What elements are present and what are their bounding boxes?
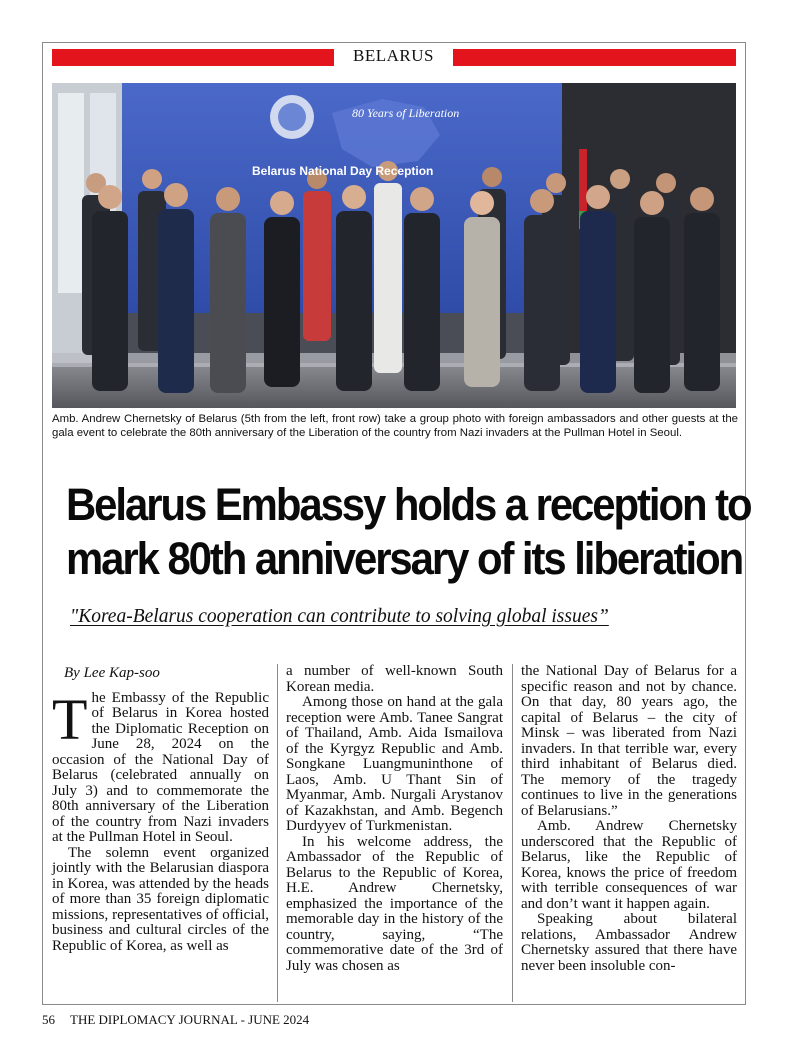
article-column-2 [286, 664, 503, 974]
deck-subtitle: "Korea-Belarus cooperation can contribute to solving global issues” [70, 606, 609, 627]
headline-line-2: mark 80th anniversary of its liberation [66, 533, 743, 584]
section-band-right [453, 49, 736, 66]
article-paragraph: a number of well-known South Korean media. [286, 663, 503, 695]
byline: By Lee Kap-soo [64, 665, 160, 681]
drop-cap: T [52, 686, 88, 752]
column-divider [512, 664, 513, 1002]
photo-caption: Amb. Andrew Chernetsky of Belarus (5th from the left, front row) take a group photo with foreign ambassadors and other guests at the gala event to celebrate the 80th anniversary of the Liberation of the country from Nazi invaders at the Pullman Hotel in Seoul. [52, 413, 738, 439]
group-photo [52, 83, 736, 408]
article-paragraph: In his welcome address, the Ambassador of the Republic of Belarus to the Republic of Korea, H.E. Andrew Chernetsky, emphasized the importance of the memorable day in the history of the country, saying, “The commemorative date of the 3rd of July was chosen as [286, 833, 503, 974]
headline [66, 478, 751, 586]
article-column-3 [521, 664, 737, 974]
article-paragraph: Among those on hand at the gala reception were Amb. Tanee Sangrat of Thailand, Amb. Aida Ismailova of the Kyrgyz Republic and Amb. Songkane Luangmuninthone of Laos, Amb. U Thant Sin of Myanmar, Amb. Nurgali Arystanov of Kazakhstan, and Amb. Begench Durdyyev of Turkmenistan. [286, 694, 503, 834]
article-paragraph: the National Day of Belarus for a specific reason and not by chance. On that day, 80 years ago, the capital of Belarus – the city of Minsk – was liberated from Nazi invaders. In that terrible war, every third inhabitant of Belarus died. The memory of the tragedy continues to live in the generations of Belarusians.” [521, 663, 737, 819]
publication-name: THE DIPLOMACY JOURNAL - JUNE 2024 [70, 1012, 310, 1027]
article-paragraph: The Embassy of the Republic of Belarus in Korea hosted the Diplomatic Reception on June 28, 2024 on the occasion of the National Day of Belarus (celebrated annually on July 3) and to commemorate the 80th anniversary of the Liberation of the country from Nazi invaders at the Pullman Hotel in Seoul. [52, 686, 269, 845]
section-label: BELARUS [353, 46, 434, 65]
article-paragraph: Speaking about bilateral relations, Ambassador Andrew Chernetsky assured that there have never been insoluble con- [521, 911, 737, 974]
article-paragraph: Amb. Andrew Chernetsky underscored that the Republic of Belarus, like the Republic of Korea, knows the price of freedom with terrible consequences of war and don’t want it happen again. [521, 818, 737, 912]
page-footer [42, 1012, 309, 1028]
page-number: 56 [42, 1012, 55, 1027]
article-column-1 [52, 664, 269, 954]
backdrop-title: Belarus National Day Reception [252, 164, 434, 178]
backdrop-logo-text: 80 Years of Liberation [352, 106, 460, 120]
article-paragraph: The solemn event organized jointly with the Belarusian diaspora in Korea, was attended by the heads of more than 35 foreign diplomatic missions, representatives of official, business and cultural circles of the Republic of Korea, as well as [52, 844, 269, 954]
column-divider [277, 664, 278, 1002]
headline-line-1: Belarus Embassy holds a reception to [66, 479, 751, 530]
section-band-left [52, 49, 334, 66]
